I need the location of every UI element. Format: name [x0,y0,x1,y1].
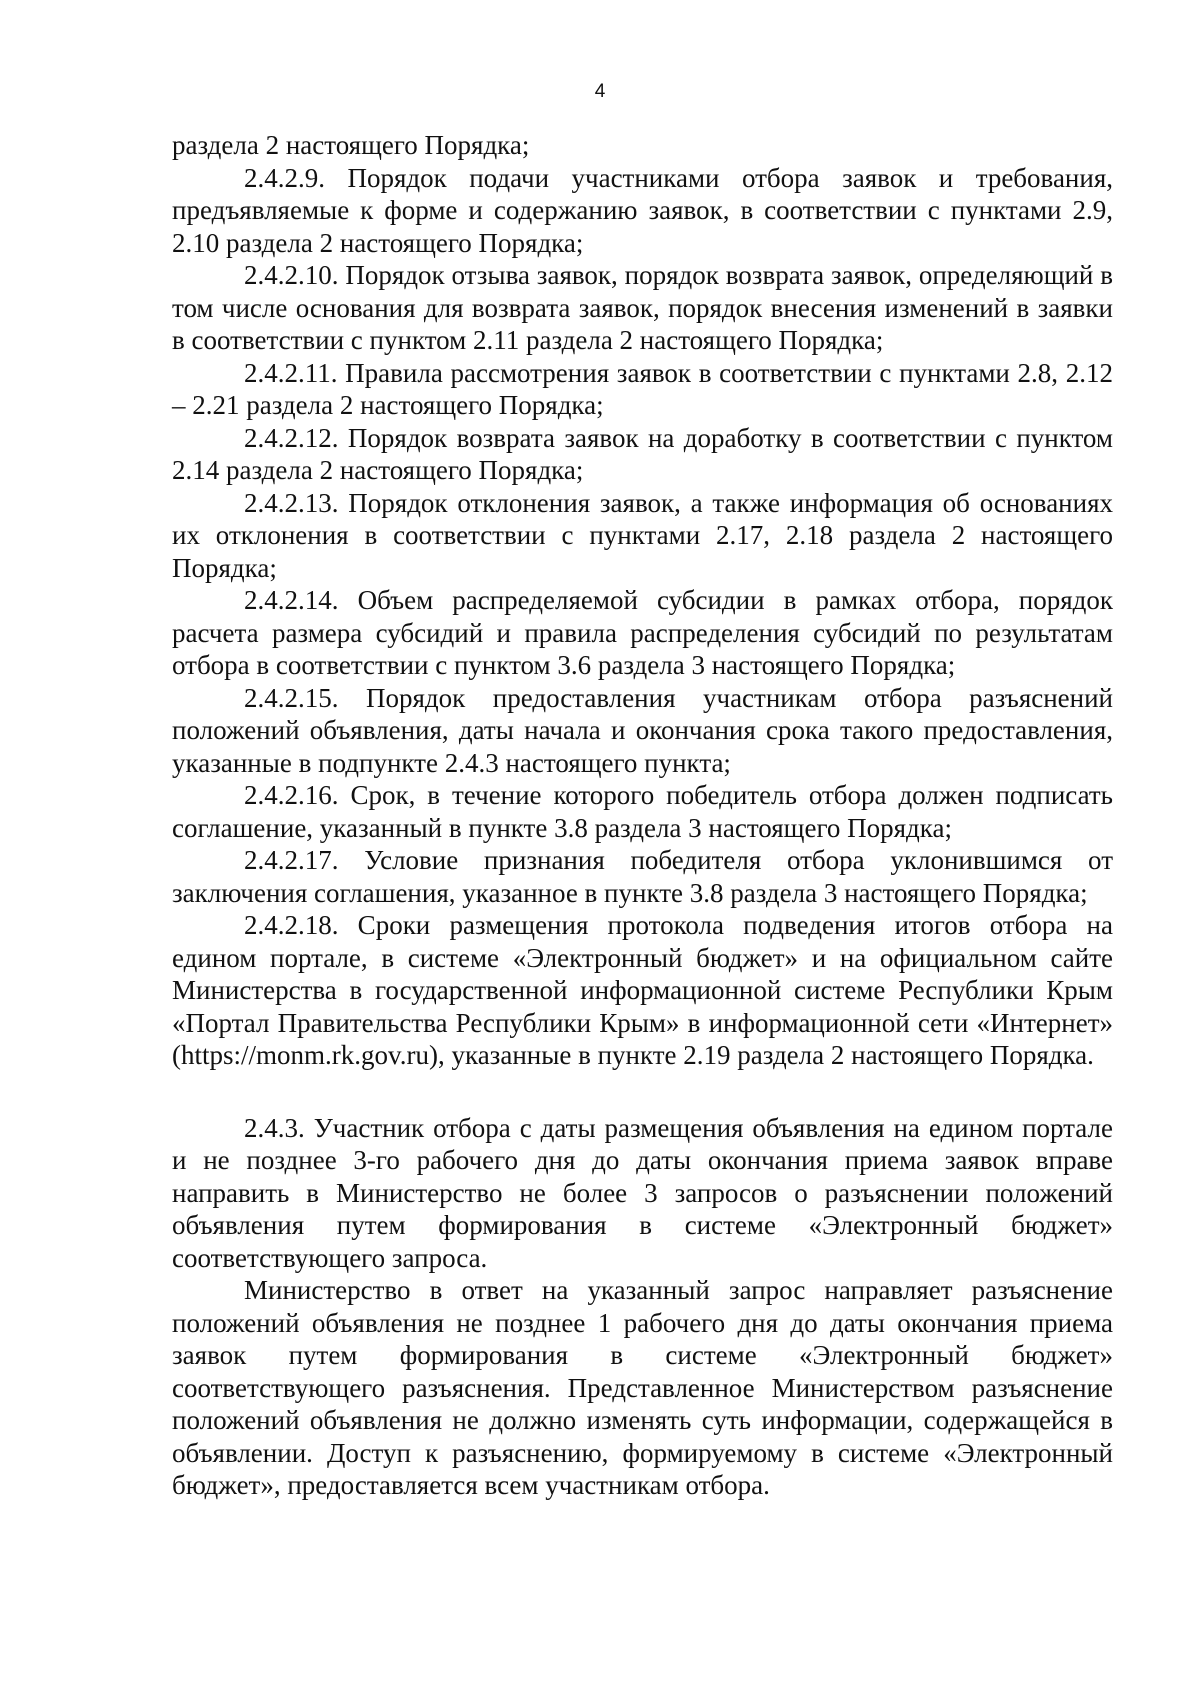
paragraph-2-4-2-15: 2.4.2.15. Порядок предоставления участникам отбора разъяснений положений объявления, даты начала и окончания срока такого предоставления, указанные в подпункте 2.4.3 настоящего пункта; [172,682,1113,778]
paragraph-continuation: раздела 2 настоящего Порядка; [172,130,530,160]
paragraph-ministry-response: Министерство в ответ на указанный запрос направляет разъяснение положений объявления не позднее 1 рабочего дня до даты окончания приема заявок путем формирования в системе «Электронный бюджет» соответствующего разъяснения. Представленное Министерством разъяснение положений объявления не должно изменять суть информации, содержащейся в объявлении. Доступ к разъяснению, формируемому в системе «Электронный бюджет», предоставляется всем участникам отбора. [172,1275,1113,1500]
paragraph-2-4-2-18: 2.4.2.18. Сроки размещения протокола подведения итогов отбора на едином портале, в системе «Электронный бюджет» и на официальном сайте Министерства в государственной информационной системе Республики Крым «Портал Правительства Республики Крым» в информационной сети «Интернет» (https://monm.rk.gov.ru), указанные в пункте 2.19 раздела 2 настоящего Порядка. [172,910,1113,1070]
paragraph-2-4-2-17: 2.4.2.17. Условие признания победителя отбора уклонившимся от заключения соглашения, указанное в пункте 3.8 раздела 3 настоящего Порядка; [172,845,1113,908]
document-body [172,129,1113,1502]
paragraph-2-4-2-11: 2.4.2.11. Правила рассмотрения заявок в соответствии с пунктами 2.8, 2.12 – 2.21 раздела 2 настоящего Порядка; [172,357,1113,420]
page-number: 4 [594,81,606,102]
paragraph-2-4-2-12: 2.4.2.12. Порядок возврата заявок на доработку в соответствии с пунктом 2.14 раздела 2 настоящего Порядка; [172,422,1113,485]
paragraph-2-4-2-9: 2.4.2.9. Порядок подачи участниками отбора заявок и требования, предъявляемые к форме и содержанию заявок, в соответствии с пунктами 2.9, 2.10 раздела 2 настоящего Порядка; [172,162,1113,258]
paragraph-2-4-2-14: 2.4.2.14. Объем распределяемой субсидии в рамках отбора, порядок расчета размера субсидий и правила распределения субсидий по результатам отбора в соответствии с пунктом 3.6 раздела 3 настоящего Порядка; [172,585,1113,680]
paragraph-2-4-3: 2.4.3. Участник отбора с даты размещения объявления на едином портале и не позднее 3-го рабочего дня до даты окончания приема заявок вправе направить в Министерство не более 3 запросов о разъяснении положений объявления путем формирования в системе «Электронный бюджет» соответствующего запроса. [172,1112,1113,1273]
paragraph-2-4-2-16: 2.4.2.16. Срок, в течение которого победитель отбора должен подписать соглашение, указанный в пункте 3.8 раздела 3 настоящего Порядка; [172,780,1113,843]
paragraph-2-4-2-13: 2.4.2.13. Порядок отклонения заявок, а также информация об основаниях их отклонения в соответствии с пунктами 2.17, 2.18 раздела 2 настоящего Порядка; [172,487,1113,583]
paragraph-2-4-2-10: 2.4.2.10. Порядок отзыва заявок, порядок возврата заявок, определяющий в том числе основания для возврата заявок, порядок внесения изменений в заявки в соответствии с пунктом 2.11 раздела 2 настоящего Порядка; [172,260,1113,355]
